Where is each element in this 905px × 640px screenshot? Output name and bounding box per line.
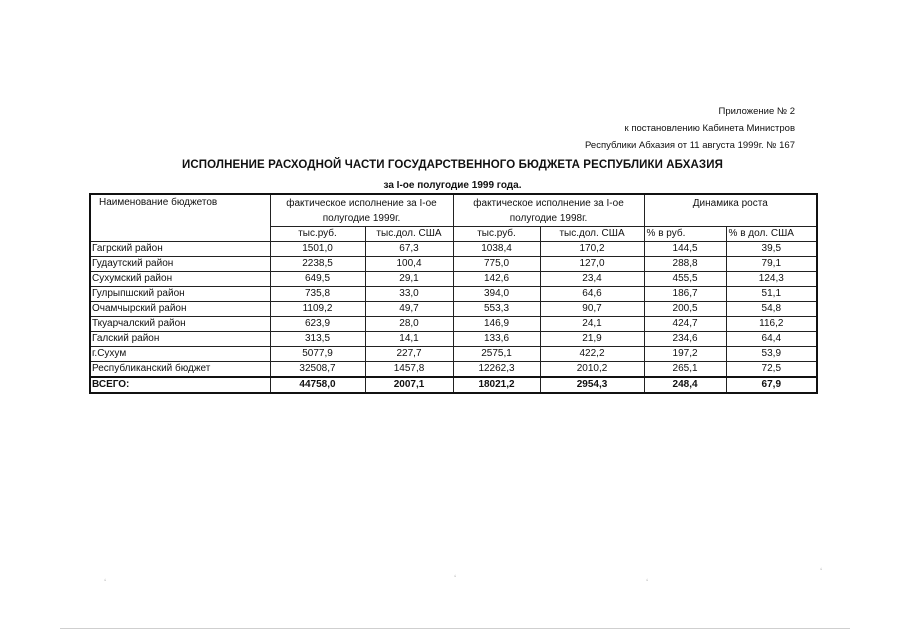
unit-header: тыс.дол. США (365, 227, 453, 242)
value-cell: 64,6 (540, 287, 644, 302)
value-cell: 227,7 (365, 347, 453, 362)
total-row (90, 377, 817, 393)
value-cell: 1038,4 (453, 242, 540, 257)
table-body (90, 242, 817, 394)
value-cell: 67,9 (726, 377, 817, 393)
value-cell: 12262,3 (453, 362, 540, 378)
value-cell: 2238,5 (270, 257, 365, 272)
unit-header: тыс.дол. США (540, 227, 644, 242)
unit-header: тыс.руб. (453, 227, 540, 242)
budget-name-cell: Гулрыпшский район (90, 287, 270, 302)
value-cell: 623,9 (270, 317, 365, 332)
table-row (90, 272, 817, 287)
value-cell: 54,8 (726, 302, 817, 317)
value-cell: 33,0 (365, 287, 453, 302)
value-cell: 248,4 (644, 377, 726, 393)
value-cell: 100,4 (365, 257, 453, 272)
table-row (90, 362, 817, 378)
value-cell: 23,4 (540, 272, 644, 287)
value-cell: 144,5 (644, 242, 726, 257)
appendix-line-3: Республики Абхазия от 11 августа 1999г. № 167 (585, 140, 795, 151)
value-cell: 234,6 (644, 332, 726, 347)
value-cell: 5077,9 (270, 347, 365, 362)
value-cell: 72,5 (726, 362, 817, 378)
value-cell: 90,7 (540, 302, 644, 317)
value-cell: 124,3 (726, 272, 817, 287)
page-bottom-line (60, 628, 850, 629)
value-cell: 2954,3 (540, 377, 644, 393)
value-cell: 186,7 (644, 287, 726, 302)
value-cell: 44758,0 (270, 377, 365, 393)
value-cell: 32508,7 (270, 362, 365, 378)
budget-name-cell: Сухумский район (90, 272, 270, 287)
value-cell: 424,7 (644, 317, 726, 332)
value-cell: 553,3 (453, 302, 540, 317)
budget-name-cell: Гагрский район (90, 242, 270, 257)
budget-name-cell: Галский район (90, 332, 270, 347)
value-cell: 288,8 (644, 257, 726, 272)
appendix-line-1: Приложение № 2 (718, 106, 795, 117)
value-cell: 79,1 (726, 257, 817, 272)
appendix-note (585, 103, 795, 154)
value-cell: 265,1 (644, 362, 726, 378)
table-row (90, 287, 817, 302)
value-cell: 422,2 (540, 347, 644, 362)
budget-name-cell: Республиканский бюджет (90, 362, 270, 378)
value-cell: 197,2 (644, 347, 726, 362)
value-cell: 2575,1 (453, 347, 540, 362)
value-cell: 142,6 (453, 272, 540, 287)
value-cell: 735,8 (270, 287, 365, 302)
value-cell: 313,5 (270, 332, 365, 347)
budget-name-cell: Очамчырский район (90, 302, 270, 317)
scan-artifact: ʻ (820, 567, 823, 578)
value-cell: 455,5 (644, 272, 726, 287)
budget-name-cell: ВСЕГО: (90, 377, 270, 393)
unit-header: % в руб. (644, 227, 726, 242)
value-cell: 49,7 (365, 302, 453, 317)
value-cell: 1109,2 (270, 302, 365, 317)
header-1999: фактическое исполнение за I-ое полугодие 1999г. (270, 194, 453, 227)
value-cell: 1457,8 (365, 362, 453, 378)
header-1998: фактическое исполнение за I-ое полугодие 1998г. (453, 194, 644, 227)
scan-artifact: ʻ (454, 574, 457, 585)
value-cell: 64,4 (726, 332, 817, 347)
value-cell: 394,0 (453, 287, 540, 302)
value-cell: 53,9 (726, 347, 817, 362)
value-cell: 1501,0 (270, 242, 365, 257)
budget-name-cell: Гудаутский район (90, 257, 270, 272)
value-cell: 2007,1 (365, 377, 453, 393)
header-growth: Динамика роста (644, 194, 817, 227)
document-subtitle: за I-ое полугодие 1999 года. (383, 180, 522, 191)
table-row (90, 302, 817, 317)
document-title: ИСПОЛНЕНИЕ РАСХОДНОЙ ЧАСТИ ГОСУДАРСТВЕННОГО БЮДЖЕТА РЕСПУБЛИКИ АБХАЗИЯ (182, 159, 723, 171)
budget-table (89, 193, 818, 394)
budget-name-cell: Ткуарчалский район (90, 317, 270, 332)
value-cell: 200,5 (644, 302, 726, 317)
value-cell: 14,1 (365, 332, 453, 347)
table-row (90, 332, 817, 347)
appendix-line-2: к постановлению Кабинета Министров (624, 123, 795, 134)
scan-artifact: ʻ (646, 578, 649, 589)
value-cell: 127,0 (540, 257, 644, 272)
value-cell: 24,1 (540, 317, 644, 332)
table-header-row (90, 194, 817, 227)
value-cell: 146,9 (453, 317, 540, 332)
value-cell: 51,1 (726, 287, 817, 302)
value-cell: 649,5 (270, 272, 365, 287)
budget-name-cell: г.Сухум (90, 347, 270, 362)
value-cell: 39,5 (726, 242, 817, 257)
table-row (90, 347, 817, 362)
value-cell: 21,9 (540, 332, 644, 347)
table-row (90, 257, 817, 272)
unit-header: тыс.руб. (270, 227, 365, 242)
value-cell: 116,2 (726, 317, 817, 332)
value-cell: 2010,2 (540, 362, 644, 378)
value-cell: 133,6 (453, 332, 540, 347)
scan-artifact: ʻ (104, 578, 107, 589)
value-cell: 29,1 (365, 272, 453, 287)
value-cell: 170,2 (540, 242, 644, 257)
value-cell: 67,3 (365, 242, 453, 257)
table-row (90, 242, 817, 257)
value-cell: 18021,2 (453, 377, 540, 393)
value-cell: 775,0 (453, 257, 540, 272)
value-cell: 28,0 (365, 317, 453, 332)
unit-header: % в дол. США (726, 227, 817, 242)
header-name: Наименование бюджетов (90, 194, 270, 242)
table-row (90, 317, 817, 332)
